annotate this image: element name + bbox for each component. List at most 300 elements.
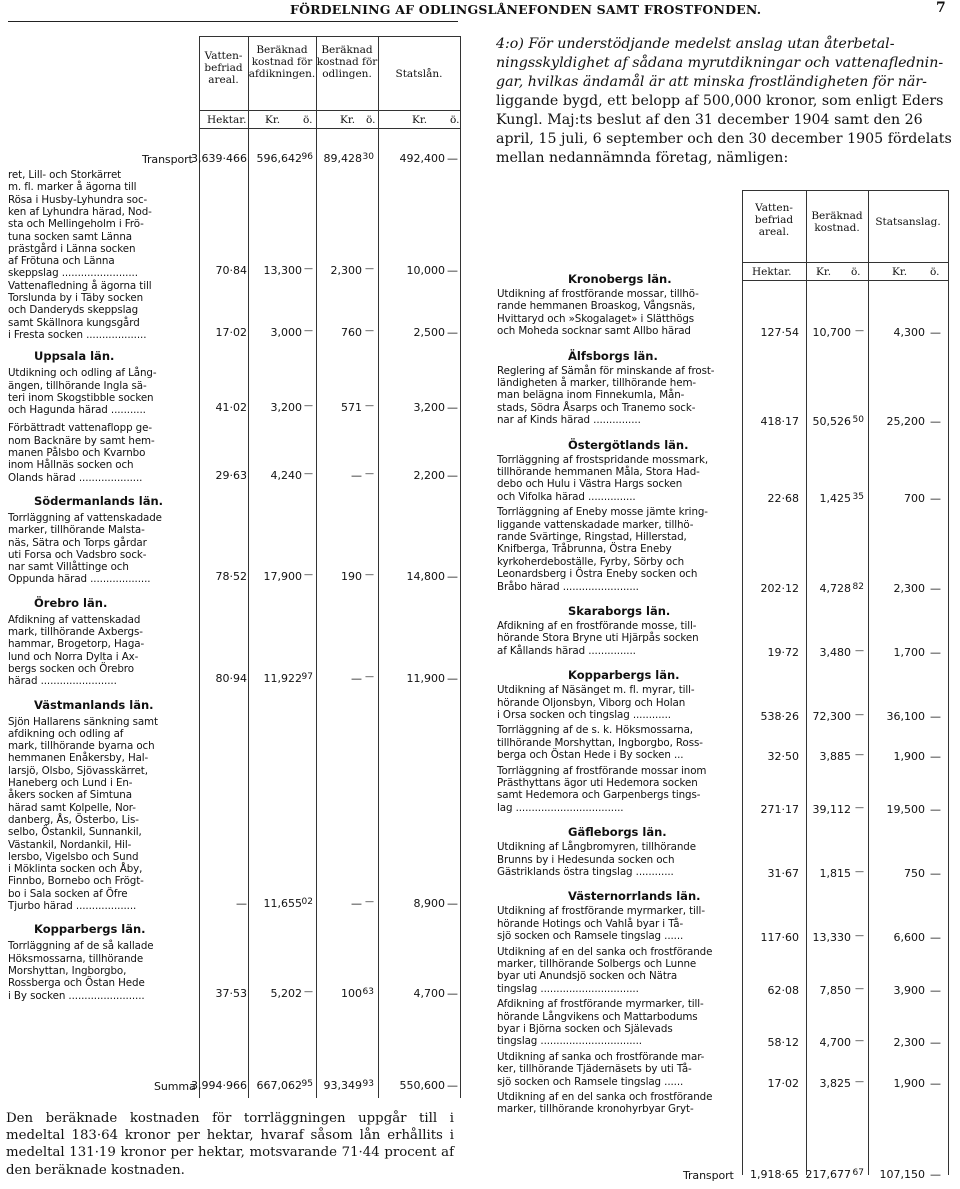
- entry-line: Utdikning af frostförande myrmarker, till-: [497, 905, 705, 918]
- unit-label: ö.: [366, 114, 376, 126]
- value-grant-ore: —: [930, 867, 941, 880]
- value-area: 32·50: [767, 750, 799, 764]
- entry-line: ländigheten å marker, tillhörande hem-: [497, 377, 696, 389]
- value-grant-kr: 1,900: [893, 1076, 925, 1090]
- entry-line: ret, Lill- och Storkärret: [8, 169, 122, 181]
- unit-label: Kr.: [265, 114, 281, 126]
- value-area: 41·02: [215, 401, 247, 415]
- value-loan-ore: —: [447, 672, 458, 686]
- value-cost-ore: —: [855, 710, 864, 720]
- transport-label: Transport: [142, 153, 193, 166]
- entry-line: i Fresta socken ...................: [8, 328, 147, 341]
- entry-line: näs, Sätra och Torps gårdar: [8, 536, 147, 549]
- value-loan-ore: —: [447, 986, 458, 1000]
- column-head-cost: Beräknad kostnad.: [811, 210, 863, 234]
- entry-line: Torrläggning af de s. k. Höksmossarna,: [497, 724, 693, 737]
- value-loan-ore: —: [447, 152, 458, 165]
- value-area: 17·02: [767, 1076, 799, 1090]
- entry-line: och Vifolka härad ...............: [497, 490, 636, 503]
- entry-line: tuna socken samt Länna: [8, 230, 132, 243]
- entry-line: Utdikning af Långbromyren, tillhörande: [497, 841, 696, 854]
- entry-line: danberg, Ås, Österbo, Lis-: [8, 813, 139, 826]
- value-cult-ore: —: [365, 570, 374, 581]
- value-drain-kr: 3,200: [270, 401, 302, 415]
- value-cult-kr: 93,349: [323, 1079, 362, 1092]
- value-cost-kr: 1,425: [819, 491, 851, 505]
- entry-line: bo i Sala socken af Öfre: [8, 887, 128, 900]
- value-loan-kr: 2,200: [413, 468, 445, 482]
- entry-line: rande Svärtinge, Ringstad, Hillerstad,: [497, 531, 687, 543]
- head-rule: [742, 190, 948, 191]
- entry-line: Finnbo, Bornebo och Frögt-: [8, 875, 144, 888]
- value-drain-kr: 596,642: [256, 152, 302, 165]
- value-loan-kr: 11,900: [406, 672, 445, 686]
- section-heading: Kopparbergs län.: [34, 922, 146, 937]
- entry-line: samt Skällnora kungsgård: [8, 316, 140, 329]
- entry-line: inom Hållnäs socken och: [8, 459, 134, 472]
- value-grant-kr: 2,300: [893, 581, 925, 595]
- value-grant-ore: —: [930, 581, 941, 595]
- value-drain-ore: —: [304, 986, 313, 997]
- value-drain-ore: —: [304, 570, 313, 581]
- value-area: 418·17: [760, 415, 799, 429]
- entry-line: och Moheda socknar samt Allbo härad: [497, 325, 691, 338]
- entry-line: hemmanen Enåkersby, Hal-: [8, 752, 149, 765]
- value-cost-ore: —: [855, 750, 864, 761]
- value-cult-kr: 2,300: [330, 264, 362, 278]
- value-cult-kr: —: [351, 672, 362, 686]
- entry-line: Utdikning af en del sanka och frostförande: [497, 945, 713, 958]
- entry-line: m. fl. marker å ägorna till: [8, 181, 137, 194]
- unit-label: Hektar.: [752, 266, 792, 278]
- value-drain-kr: 3,000: [270, 325, 302, 339]
- entry-line: Torslunda by i Täby socken: [8, 292, 143, 304]
- entry-line: tillhörande Morshyttan, Ingborgbo, Ross-: [497, 736, 703, 749]
- value-grant-ore: —: [930, 1036, 941, 1050]
- intro-line: 4:o) För understödjande medelst anslag utan återbetal-: [496, 36, 895, 52]
- intro-line: liggande bygd, ett belopp af 500,000 kronor, som enligt Eders: [496, 93, 944, 109]
- value-loan-ore: —: [447, 401, 458, 415]
- entry-line: Gästriklands östra tingslag ............: [497, 866, 674, 878]
- entry-line: Afdikning af vattenskadad: [8, 613, 141, 626]
- entry-line: Vattenafledning å ägorna till: [8, 279, 152, 292]
- entry-line: Oppunda härad ...................: [8, 573, 151, 586]
- entry-line: lersbo, Vigelsbo och Sund: [8, 850, 139, 863]
- value-drain-ore: 96: [301, 152, 313, 162]
- value-drain-kr: 13,300: [263, 264, 302, 278]
- entry-line: Förbättradt vattenaflopp ge-: [8, 422, 152, 435]
- intro-line: april, 15 juli, 6 september och den 30 december 1905 fördelats: [496, 131, 952, 147]
- entry-line: Rösa i Husby-Lyhundra soc-: [8, 193, 148, 206]
- section-heading: Skaraborgs län.: [568, 604, 671, 618]
- entry-line: Torrläggning af Eneby mosse jämte kring-: [497, 506, 708, 519]
- column-head-drain-cost: Beräknad kostnad för afdikningen.: [248, 44, 316, 80]
- value-loan-kr: 14,800: [406, 570, 445, 584]
- value-area: 58·12: [767, 1036, 799, 1050]
- entry-line: stads, Södra Åsarps och Tranemo sock-: [497, 401, 696, 414]
- entry-line: Utdikning och odling af Lång-: [8, 367, 157, 380]
- entry-line: selbo, Östankil, Sunnankil,: [8, 826, 142, 839]
- value-drain-ore: —: [304, 264, 313, 275]
- entry-line: manen Pålsbo och Kvarnbo: [8, 447, 146, 459]
- unit-rule: [199, 110, 460, 111]
- value-cult-kr: —: [351, 897, 362, 910]
- entry-line: härad samt Kolpelle, Nor-: [8, 801, 136, 814]
- column-head-grant: Statsanslag.: [875, 216, 941, 228]
- value-loan-kr: 10,000: [406, 264, 445, 278]
- header-rule: [8, 21, 458, 22]
- entry-line: Reglering af Sämån för minskande af frost-: [497, 364, 715, 377]
- unit-label: Hektar.: [207, 114, 247, 126]
- column-head-area: Vatten- befriad areal.: [204, 50, 243, 86]
- intro-line: ningsskyldighet af sådana myrutdikningar och vattenaflednin-: [496, 55, 944, 71]
- value-cult-kr: —: [351, 468, 362, 482]
- value-cost-ore: —: [855, 802, 864, 813]
- entry-line: Rossberga och Östan Hede: [8, 977, 145, 990]
- entry-line: Prästhyttans ägor uti Hedemora socken: [497, 777, 698, 789]
- entry-line: berga och Östan Hede i By socken ...: [497, 749, 684, 762]
- unit-label: ö.: [930, 266, 940, 278]
- page-header: [0, 0, 960, 24]
- value-area: 78·52: [215, 570, 247, 584]
- value-cost-kr: 13,330: [812, 931, 851, 945]
- value-grant-kr: 700: [904, 491, 925, 505]
- value-cost-kr: 10,700: [812, 326, 851, 340]
- entry-line: ken af Lyhundra härad, Nod-: [8, 205, 152, 218]
- intro-line: mellan nedannämnda företag, nämligen:: [496, 150, 789, 166]
- value-cost-kr: 3,885: [819, 750, 851, 764]
- entry-line: samt Hedemora och Garpenbergs tings-: [497, 789, 701, 802]
- entry-line: ker, tillhörande Tjädernäsets by uti Tå-: [497, 1063, 692, 1076]
- value-cost-ore: —: [855, 867, 864, 877]
- page-number: 7: [936, 0, 946, 16]
- value-grant-ore: —: [930, 931, 941, 945]
- value-grant-ore: —: [930, 983, 941, 997]
- unit-rule: [199, 128, 460, 129]
- unit-label: ö.: [303, 114, 313, 126]
- unit-rule: [742, 280, 948, 281]
- value-cult-ore: —: [365, 468, 374, 479]
- value-cult-kr: 89,428: [323, 152, 362, 165]
- entry-line: Tjurbo härad ...................: [8, 900, 137, 912]
- entry-line: Olands härad ....................: [8, 471, 143, 484]
- value-cost-ore: —: [855, 1036, 864, 1047]
- value-area: 127·54: [760, 326, 799, 340]
- entry-line: liggande vattenskadade marker, tillhö-: [497, 518, 694, 531]
- value-cult-ore: —: [365, 897, 374, 907]
- entry-line: teri inom Skogstibble socken: [8, 391, 154, 404]
- value-cost-ore: 67: [852, 1168, 864, 1178]
- entry-line: byar i Björna socken och Själevads: [497, 1023, 673, 1035]
- value-cult-ore: 30: [362, 152, 374, 162]
- value-area: 3,994·966: [191, 1079, 247, 1092]
- value-grant-kr: 107,150: [879, 1168, 925, 1181]
- value-loan-kr: 4,700: [413, 986, 445, 1000]
- entry-line: Haneberg och Lund i En-: [8, 777, 133, 789]
- column-divider: [806, 190, 807, 1175]
- entry-line: Brunns by i Hedesunda socken och: [497, 853, 675, 866]
- unit-label: ö.: [851, 266, 861, 278]
- head-rule: [199, 36, 460, 37]
- value-grant-ore: —: [930, 710, 941, 723]
- entry-line: Knifberga, Tråbrunna, Östra Eneby: [497, 543, 672, 556]
- entry-line: nom Backnäre by samt hem-: [8, 434, 155, 447]
- value-area: 22·68: [767, 491, 799, 505]
- entry-line: debo och Hulu i Västra Hargs socken: [497, 478, 683, 491]
- value-cult-ore: 93: [362, 1079, 374, 1089]
- value-grant-ore: —: [930, 1168, 941, 1181]
- value-area: 538·26: [760, 710, 799, 723]
- column-divider: [742, 190, 743, 1175]
- entry-line: Hvittaryd och »Skogalaget» i Slätthögs: [497, 312, 695, 325]
- section-heading: Gäfleborgs län.: [568, 825, 667, 840]
- value-grant-ore: —: [930, 802, 941, 816]
- entry-line: mark, tillhörande Axbergs-: [8, 626, 143, 638]
- column-divider: [316, 36, 317, 1098]
- value-area: 37·53: [215, 986, 247, 1000]
- value-loan-ore: —: [447, 468, 458, 482]
- value-cost-kr: 1,815: [819, 867, 851, 880]
- entry-line: uti Forsa och Vadsbro sock-: [8, 548, 147, 561]
- entry-line: Torrläggning af vattenskadade: [8, 511, 162, 524]
- value-grant-ore: —: [930, 491, 941, 505]
- value-area: 202·12: [760, 581, 799, 595]
- value-cult-kr: 100: [341, 986, 362, 1000]
- value-area: 117·60: [760, 931, 799, 945]
- entry-line: skeppslag ........................: [8, 267, 138, 280]
- value-cult-ore: 63: [362, 986, 374, 997]
- entry-line: mark, tillhörande byarna och: [8, 740, 155, 753]
- entry-line: hörande Hotings och Vahlå byar i Tå-: [497, 917, 684, 930]
- entry-line: hammar, Brogetorp, Haga-: [8, 638, 145, 651]
- value-grant-ore: —: [930, 750, 941, 764]
- value-cost-ore: —: [855, 326, 864, 337]
- value-grant-ore: —: [930, 1076, 941, 1090]
- value-grant-kr: 19,500: [886, 802, 925, 816]
- column-divider: [460, 36, 461, 1098]
- entry-line: man belägna inom Finnekumla, Mån-: [497, 389, 685, 402]
- value-loan-kr: 2,500: [413, 325, 445, 339]
- value-cost-kr: 50,526: [812, 415, 851, 429]
- section-heading: Uppsala län.: [34, 349, 115, 364]
- entry-line: och Hagunda härad ...........: [8, 404, 146, 417]
- value-drain-kr: 11,922: [263, 672, 302, 686]
- value-area: 80·94: [215, 672, 247, 686]
- entry-line: larsjö, Olsbo, Sjövasskärret,: [8, 764, 148, 777]
- value-grant-ore: —: [930, 645, 941, 659]
- intro-line: gar, hvilkas ändamål är att minska frostländigheten för när-: [496, 74, 927, 90]
- value-cost-kr: 7,850: [819, 983, 851, 997]
- unit-rule: [742, 262, 948, 263]
- entry-line: Utdikning af en del sanka och frostförande: [497, 1091, 713, 1103]
- value-cost-ore: —: [855, 931, 864, 942]
- entry-line: sjö socken och Ramsele tingslag ......: [497, 1075, 684, 1088]
- entry-line: Afdikning af en frostförande mosse, till-: [497, 620, 697, 632]
- entry-line: Västankil, Nordankil, Hil-: [8, 838, 132, 851]
- entry-line: sta och Mellingeholm i Frö-: [8, 218, 144, 231]
- value-loan-ore: —: [447, 570, 458, 584]
- entry-line: nar samt Villåttinge och: [8, 561, 129, 574]
- entry-line: Morshyttan, Ingborgbo,: [8, 964, 127, 977]
- entry-line: nar af Kinds härad ...............: [497, 414, 641, 427]
- value-loan-ore: —: [447, 897, 458, 910]
- entry-line: Sjön Hallarens sänkning samt: [8, 715, 158, 728]
- value-cost-kr: 4,700: [819, 1036, 851, 1050]
- value-loan-ore: —: [447, 1079, 458, 1092]
- section-heading: Västmanlands län.: [34, 697, 154, 712]
- entry-line: prästgård i Länna socken: [8, 242, 136, 255]
- value-drain-ore: —: [304, 325, 313, 336]
- summa-label: Summa: [154, 1080, 196, 1093]
- entry-line: tingslag ...............................: [497, 982, 639, 995]
- value-cost-ore: —: [855, 983, 864, 994]
- value-cult-ore: —: [365, 264, 374, 275]
- entry-line: Utdikning af sanka och frostförande mar-: [497, 1050, 705, 1063]
- value-drain-ore: 97: [301, 672, 313, 683]
- bottom-paragraph: Den beräknade kostnaden för torrläggningen uppgår till i medeltal 183·64 kronor per hektar, hvaraf såsom lån erhållits i medeltal 131·19 kronor per hektar, motsvarande 71·44 procent af den beräknade kostnaden.: [6, 1111, 454, 1178]
- section-heading: Örebro län.: [34, 595, 108, 610]
- value-cost-ore: 50: [852, 415, 864, 426]
- value-drain-ore: —: [304, 401, 313, 412]
- value-drain-kr: 5,202: [270, 986, 302, 1000]
- entry-line: Utdikning af Näsänget m. fl. myrar, till-: [497, 684, 695, 697]
- entry-line: lund och Norra Dylta i Ax-: [8, 650, 139, 663]
- value-loan-kr: 8,900: [413, 897, 445, 910]
- value-grant-kr: 750: [904, 867, 925, 880]
- entry-line: lag ..................................: [497, 801, 624, 814]
- entry-line: marker, tillhörande Solbergs och Lunne: [497, 958, 697, 970]
- value-drain-kr: 4,240: [270, 468, 302, 482]
- entry-line: härad ........................: [8, 675, 117, 688]
- value-area: 271·17: [760, 802, 799, 816]
- section-heading: Östergötlands län.: [568, 437, 689, 452]
- value-cost-kr: 72,300: [812, 710, 851, 723]
- value-grant-ore: —: [930, 326, 941, 340]
- entry-line: åkers socken af Simtuna: [8, 789, 132, 802]
- entry-line: marker, tillhörande kronohyrbyar Gryt-: [497, 1103, 694, 1116]
- value-cult-ore: —: [365, 672, 374, 683]
- value-drain-kr: 667,062: [256, 1079, 302, 1092]
- running-title: FÖRDELNING AF ODLINGSLÅNEFONDEN SAMT FROSTFONDEN.: [290, 2, 762, 17]
- value-loan-ore: —: [447, 264, 458, 278]
- entry-line: kyrkoherdeboställe, Fyrby, Sörby och: [497, 555, 685, 568]
- column-divider: [199, 36, 200, 1098]
- value-grant-kr: 36,100: [886, 710, 925, 723]
- entry-line: rande hemmanen Broaskog, Vångsnäs,: [497, 300, 696, 313]
- value-cost-ore: —: [855, 645, 864, 656]
- value-drain-ore: —: [304, 468, 313, 479]
- value-cost-ore: —: [855, 1076, 864, 1087]
- value-cost-kr: 3,825: [819, 1076, 851, 1090]
- entry-line: Höksmossarna, tillhörande: [8, 952, 144, 965]
- column-divider: [378, 36, 379, 1098]
- value-drain-ore: 95: [301, 1079, 313, 1089]
- entry-line: Bråbo härad ........................: [497, 580, 639, 593]
- section-heading: Kronobergs län.: [568, 272, 672, 286]
- entry-line: Utdikning af frostförande mossar, tillhö-: [497, 288, 699, 300]
- value-grant-kr: 25,200: [886, 415, 925, 429]
- value-area: 3,639·466: [191, 152, 247, 165]
- entry-line: af Kållands härad ...............: [497, 644, 636, 657]
- unit-label: Kr.: [340, 114, 356, 126]
- entry-line: bergs socken och Örebro: [8, 662, 134, 675]
- value-area: 31·67: [767, 867, 799, 880]
- entry-line: byar uti Anundsjö socken och Nätra: [497, 970, 678, 983]
- unit-label: Kr.: [816, 266, 832, 278]
- entry-line: tillhörande hemmanen Måla, Stora Had-: [497, 466, 700, 478]
- value-drain-kr: 11,655: [263, 897, 302, 910]
- value-drain-kr: 17,900: [263, 570, 302, 584]
- column-head-loan: Statslån.: [395, 68, 443, 80]
- value-grant-kr: 3,900: [893, 983, 925, 997]
- value-grant-kr: 1,900: [893, 750, 925, 764]
- entry-line: Torrläggning af de så kallade: [8, 940, 154, 953]
- value-area: 19·72: [767, 645, 799, 659]
- value-area: 70·84: [215, 264, 247, 278]
- value-grant-kr: 4,300: [893, 326, 925, 340]
- entry-line: i Orsa socken och tingslag ............: [497, 709, 671, 721]
- column-divider: [948, 190, 949, 1175]
- value-cost-kr: 3,480: [819, 645, 851, 659]
- column-divider: [868, 190, 869, 1175]
- section-heading: Södermanlands län.: [34, 493, 164, 508]
- section-heading: Kopparbergs län.: [568, 668, 680, 683]
- value-grant-ore: —: [930, 415, 941, 429]
- entry-line: hörande Stora Bryne uti Hjärpås socken: [497, 632, 699, 645]
- intro-line: Kungl. Maj:ts beslut af den 31 december 1904 samt den 26: [496, 112, 923, 128]
- value-drain-ore: 02: [301, 897, 313, 907]
- transport-label: Transport: [683, 1169, 734, 1182]
- value-loan-ore: —: [447, 325, 458, 339]
- value-loan-kr: 3,200: [413, 401, 445, 415]
- value-grant-kr: 6,600: [893, 931, 925, 945]
- value-grant-kr: 1,700: [893, 645, 925, 659]
- value-cult-kr: 190: [341, 570, 362, 584]
- entry-line: i By socken ........................: [8, 989, 145, 1002]
- section-heading: Västernorrlands län.: [568, 889, 701, 904]
- unit-label: Kr.: [892, 266, 908, 278]
- entry-line: af Frötuna och Länna: [8, 255, 115, 268]
- value-cost-kr: 217,677: [805, 1168, 851, 1181]
- value-cost-kr: 39,112: [812, 802, 851, 816]
- entry-line: Afdikning af frostförande myrmarker, till-: [497, 998, 704, 1011]
- entry-line: Torrläggning af frostspridande mossmark,: [497, 453, 709, 466]
- value-cult-kr: 571: [341, 401, 362, 415]
- entry-line: hörande Långvikens och Mattarbodums: [497, 1010, 698, 1023]
- column-head-cult-cost: Beräknad kostnad för odlingen.: [316, 44, 378, 80]
- column-head-area: Vatten- befriad areal.: [754, 202, 794, 238]
- entry-line: marker, tillhörande Malsta-: [8, 524, 145, 537]
- entry-line: ängen, tillhörande Ingla sä-: [8, 379, 147, 392]
- value-loan-kr: 550,600: [399, 1079, 445, 1092]
- entry-line: afdikning och odling af: [8, 727, 124, 740]
- value-area: 62·08: [767, 983, 799, 997]
- entry-line: Leonardsberg i Östra Eneby socken och: [497, 568, 698, 581]
- value-cult-ore: —: [365, 325, 374, 336]
- unit-label: ö.: [450, 114, 460, 126]
- entry-line: Torrläggning af frostförande mossar inom: [497, 764, 707, 777]
- entry-line: tingslag ................................: [497, 1035, 642, 1048]
- entry-line: i Möklinta socken och Åby,: [8, 863, 143, 876]
- unit-label: Kr.: [412, 114, 428, 126]
- section-heading: Älfsborgs län.: [568, 348, 658, 363]
- value-loan-kr: 492,400: [399, 152, 445, 165]
- value-grant-kr: 2,300: [893, 1036, 925, 1050]
- value-area: 17·02: [215, 325, 247, 339]
- entry-line: hörande Oljonsbyn, Viborg och Holan: [497, 696, 686, 709]
- value-cult-kr: 760: [341, 325, 362, 339]
- value-cost-ore: 82: [852, 581, 864, 592]
